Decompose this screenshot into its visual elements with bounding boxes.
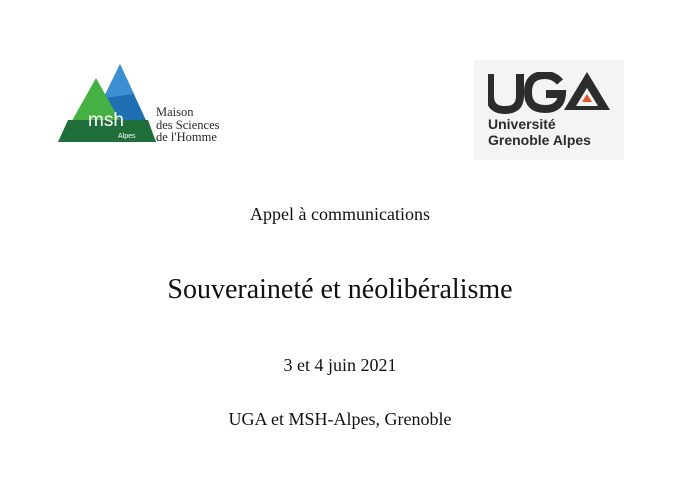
uga-logo-caption — [488, 116, 591, 148]
msh-logo-caption — [156, 106, 220, 144]
msh-caption-line: des Sciences — [156, 117, 220, 132]
uga-logo — [474, 60, 624, 160]
uga-caption-line: Université — [488, 116, 556, 132]
call-for-papers-heading: Appel à communications — [250, 204, 430, 224]
event-location: UGA et MSH-Alpes, Grenoble — [228, 409, 452, 429]
event-date: 3 et 4 juin 2021 — [283, 355, 397, 375]
msh-mountain-icon — [58, 62, 158, 146]
msh-sub-text: Alpes — [118, 133, 136, 140]
msh-alpes-logo — [58, 62, 238, 146]
document-title: Souveraineté et néolibéralisme — [167, 274, 513, 305]
uga-caption-line: Grenoble Alpes — [488, 132, 591, 148]
msh-mark-text: msh — [88, 110, 124, 131]
msh-caption-line: Maison — [156, 105, 194, 119]
msh-caption-line: de l'Homme — [156, 130, 217, 144]
uga-wordmark-icon — [488, 72, 612, 114]
